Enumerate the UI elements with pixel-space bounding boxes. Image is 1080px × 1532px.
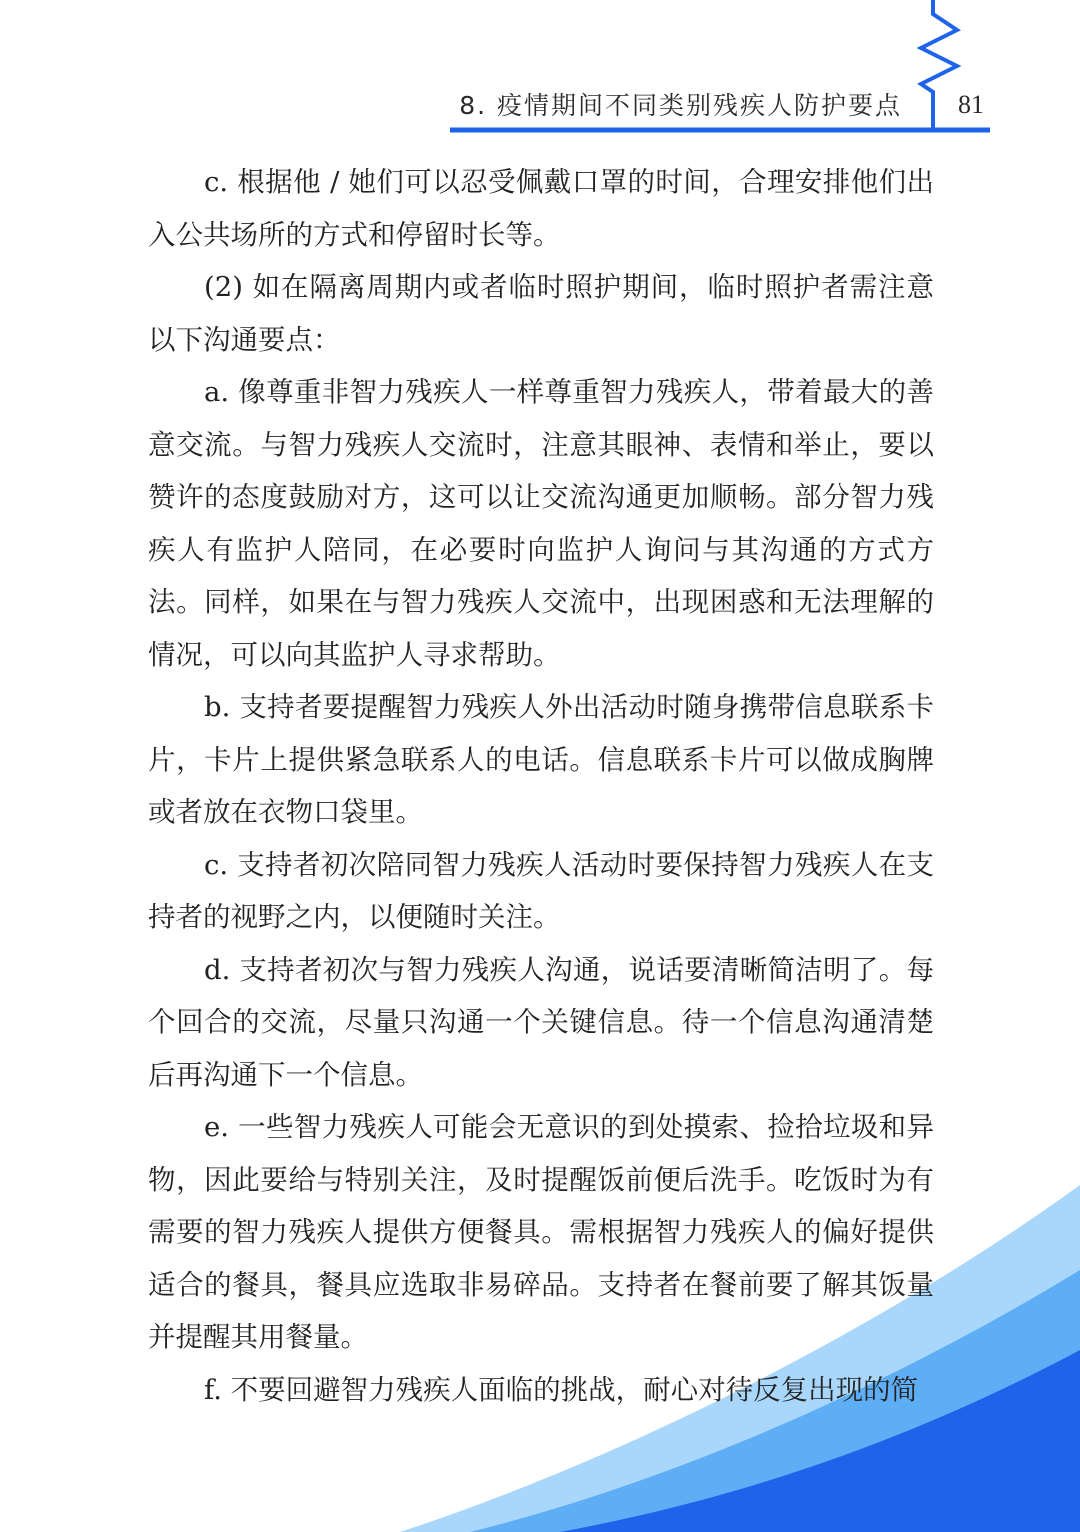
header-zigzag-ornament [921,0,957,130]
paragraph: c. 根据他 / 她们可以忍受佩戴口罩的时间，合理安排他们出入公共场所的方式和停留时长等。 [148,166,934,251]
paragraph: a. 像尊重非智力残疾人一样尊重智力残疾人，带着最大的善意交流。与智力残疾人交流时，注意其眼神、表情和举止，要以赞许的态度鼓励对方，这可以让交流沟通更加顺畅。部分智力残疾人有监护人陪同，在必要时向监护人询问与其沟通的方式方法。同样，如果在与智力残疾人交流中，出现困惑和无法理解的情况，可以向其监护人寻求帮助。 [148,376,934,671]
paragraph: (2) 如在隔离周期内或者临时照护期间，临时照护者需注意以下沟通要点： [148,271,934,356]
paragraph: f. 不要回避智力残疾人面临的挑战，耐心对待反复出现的简 [204,1373,919,1406]
paragraph: c. 支持者初次陪同智力残疾人活动时要保持智力残疾人在支持者的视野之内，以便随时关注。 [148,848,934,933]
paragraph: b. 支持者要提醒智力残疾人外出活动时随身携带信息联系卡片，卡片上提供紧急联系人的电话。信息联系卡片可以做成胸牌或者放在衣物口袋里。 [148,691,934,828]
paragraph: d. 支持者初次与智力残疾人沟通，说话要清晰简洁明了。每个回合的交流，尽量只沟通一个关键信息。待一个信息沟通清楚后再沟通下一个信息。 [148,953,934,1091]
paragraph: e. 一些智力残疾人可能会无意识的到处摸索、捡拾垃圾和异物，因此要给与特别关注，及时提醒饭前便后洗手。吃饭时为有需要的智力残疾人提供方便餐具。需根据智力残疾人的偏好提供适合的餐具，餐具应选取非易碎品。支持者在餐前要了解其饭量并提醒其用餐量。 [148,1111,934,1353]
running-header-title: 8. 疫情期间不同类别残疾人防护要点 [459,91,902,120]
body-text [148,156,934,1416]
page-number: 81 [958,90,984,119]
